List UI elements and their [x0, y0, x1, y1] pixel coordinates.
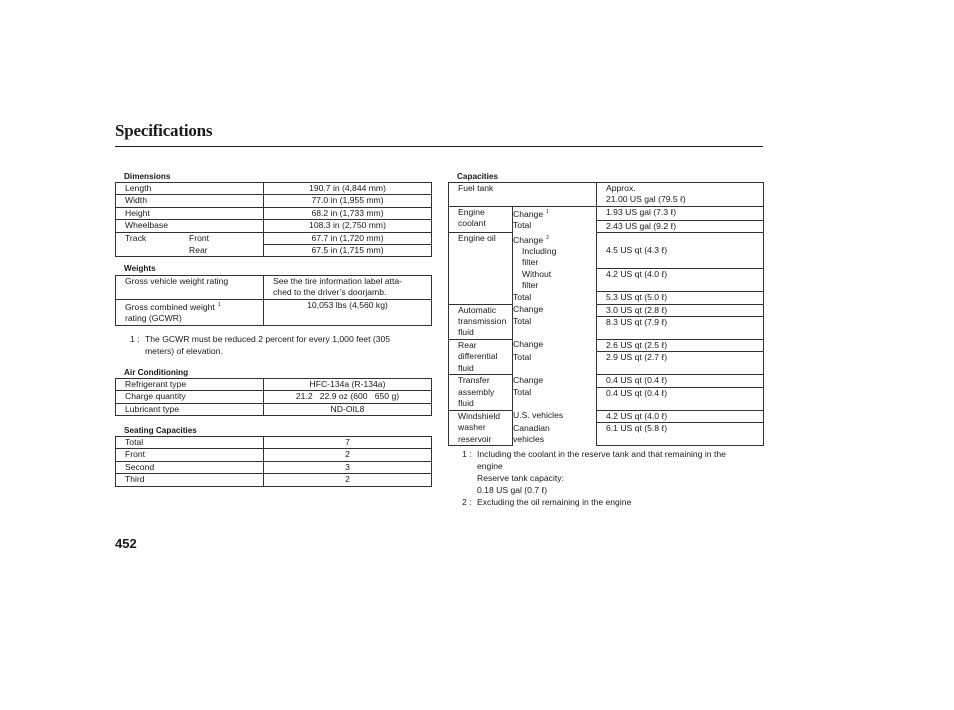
capacities-footnotes	[462, 448, 762, 508]
coolant-change-value: 1.93 US gal (7.3 ℓ)	[597, 206, 764, 220]
footnote-text: meters) of elevation.	[145, 346, 223, 356]
track-rear-label: Rear	[189, 244, 208, 255]
transfer-change-label: Change	[513, 375, 597, 387]
ac-label: Refrigerant type	[116, 379, 264, 391]
air-conditioning-table	[115, 378, 432, 416]
table-row	[449, 233, 764, 269]
gvwr-label: Gross vehicle weight rating	[116, 276, 264, 300]
footnote-marker: 2	[546, 234, 549, 241]
footnote-text: 0.18 US gal (0.7 ℓ)	[477, 485, 548, 495]
oil-change-cell	[513, 233, 597, 269]
table-row	[116, 461, 432, 473]
gcwr-label-line: rating (GCWR)	[125, 313, 182, 324]
oil-without-cell	[513, 269, 597, 292]
oil-without-label: Without	[522, 268, 552, 279]
track-front-cell	[116, 232, 264, 244]
ac-value: ND-OIL8	[264, 403, 432, 415]
gcwr-label-line: Gross combined weight	[125, 301, 215, 312]
washer-us-value: 4.2 US qt (4.0 ℓ)	[597, 410, 764, 422]
track-rear-cell	[116, 245, 264, 257]
track-rear-value: 67.5 in (1,715 mm)	[264, 245, 432, 257]
page-title: Specifications	[115, 121, 213, 140]
table-row	[116, 474, 432, 486]
footnote-text: Reserve tank capacity:	[477, 473, 564, 483]
table-row	[116, 299, 432, 325]
washer-label	[449, 410, 513, 445]
atf-change-label: Change	[513, 304, 597, 316]
table-row	[116, 220, 432, 232]
dimension-label: Length	[116, 183, 264, 195]
dimension-value: 190.7 in (4,844 mm)	[264, 183, 432, 195]
washer-label-line: reservoir	[458, 433, 492, 444]
transfer-label-line: assembly	[458, 386, 495, 397]
seating-value: 2	[264, 449, 432, 461]
track-front-value: 67.7 in (1,720 mm)	[264, 232, 432, 244]
table-row	[116, 207, 432, 219]
dimension-label: Wheelbase	[116, 220, 264, 232]
engine-coolant-label-line: coolant	[458, 218, 486, 229]
atf-total-label: Total	[513, 316, 597, 339]
rear-diff-total-value: 2.9 US qt (2.7 ℓ)	[597, 352, 764, 375]
dimension-value: 68.2 in (1,733 mm)	[264, 207, 432, 219]
dimension-value: 108.3 in (2,750 mm)	[264, 220, 432, 232]
seating-label: Front	[116, 449, 264, 461]
footnote-text: The GCWR must be reduced 2 percent for every 1,000 feet (305	[145, 334, 391, 344]
fuel-tank-value	[597, 183, 764, 207]
engine-oil-label: Engine oil	[449, 233, 513, 304]
rear-diff-change-label: Change	[513, 339, 597, 351]
dimensions-heading: Dimensions	[124, 172, 171, 181]
oil-without-label: filter	[522, 280, 539, 291]
ac-label: Lubricant type	[116, 403, 264, 415]
footnote-number: 2 :	[462, 497, 472, 507]
gvwr-value-line: See the tire information label atta-	[273, 276, 402, 286]
washer-ca-value: 6.1 US qt (5.8 ℓ)	[597, 423, 764, 446]
transfer-change-value: 0.4 US qt (0.4 ℓ)	[597, 375, 764, 387]
coolant-total-value: 2.43 US gal (9.2 ℓ)	[597, 220, 764, 232]
seating-label: Total	[116, 437, 264, 449]
seating-label: Third	[116, 474, 264, 486]
ac-label: Charge quantity	[116, 391, 264, 403]
transfer-total-label: Total	[513, 387, 597, 410]
footnote-text: engine	[477, 461, 503, 471]
washer-us-label: U.S. vehicles	[513, 410, 597, 422]
table-row	[449, 375, 764, 387]
dimension-label: Width	[116, 195, 264, 207]
table-row	[116, 403, 432, 415]
oil-change-label: Change	[513, 234, 544, 245]
capacities-table	[448, 182, 764, 446]
seating-value: 2	[264, 474, 432, 486]
transfer-total-value: 0.4 US qt (0.4 ℓ)	[597, 387, 764, 410]
oil-incl-value: 4.5 US qt (4.3 ℓ)	[606, 244, 668, 255]
oil-incl-label: Including	[522, 246, 557, 257]
table-row	[116, 449, 432, 461]
gcwr-value: 10,053 lbs (4,560 kg)	[264, 299, 432, 325]
gcwr-footnote	[130, 333, 430, 357]
capacities-heading: Capacities	[457, 172, 498, 181]
washer-ca-label-line: Canadian	[513, 422, 550, 433]
seating-heading: Seating Capacities	[124, 426, 197, 435]
rear-diff-total-label: Total	[513, 352, 597, 375]
coolant-change-label	[513, 206, 597, 220]
oil-incl-label: filter	[522, 257, 539, 268]
table-row	[449, 206, 764, 220]
table-row	[449, 183, 764, 207]
dimension-value: 77.0 in (1,955 mm)	[264, 195, 432, 207]
fuel-tank-value-line: 21.00 US gal (79.5 ℓ)	[606, 194, 686, 205]
rear-diff-change-value: 2.6 US qt (2.5 ℓ)	[597, 339, 764, 351]
washer-label-line: Windshield	[458, 410, 501, 421]
title-divider	[115, 146, 763, 147]
fuel-tank-label: Fuel tank	[449, 183, 597, 207]
rear-diff-label	[449, 339, 513, 374]
oil-incl-value-cell	[597, 233, 764, 269]
washer-ca-label	[513, 423, 597, 446]
transfer-label-line: fluid	[458, 398, 474, 409]
table-row	[449, 339, 764, 351]
footnote-text: Including the coolant in the reserve tank and that remaining in the	[477, 449, 726, 459]
table-row	[116, 437, 432, 449]
dimension-label: Height	[116, 207, 264, 219]
gvwr-value	[264, 276, 432, 300]
atf-label-line: Automatic	[458, 304, 497, 315]
atf-label-line: fluid	[458, 327, 474, 338]
gvwr-value-line: ched to the driver’s doorjamb.	[273, 287, 387, 298]
washer-ca-label-line: vehicles	[513, 434, 545, 445]
transfer-label	[449, 375, 513, 410]
engine-coolant-label	[449, 206, 513, 232]
table-row	[116, 183, 432, 195]
table-row	[449, 304, 764, 316]
coolant-total-label: Total	[513, 220, 597, 232]
table-row	[116, 276, 432, 300]
ac-value: 21.2 22.9 oz (600 650 g)	[264, 391, 432, 403]
ac-value: HFC-134a (R-134a)	[264, 379, 432, 391]
gcwr-label	[116, 299, 264, 325]
seating-table	[115, 436, 432, 487]
track-front-label: Front	[189, 232, 210, 243]
footnote-text: Excluding the oil remaining in the engine	[477, 497, 632, 507]
track-label: Track	[125, 232, 147, 243]
footnote-number: 1 :	[462, 449, 472, 459]
atf-change-value: 3.0 US qt (2.8 ℓ)	[597, 304, 764, 316]
rear-diff-label-line: differential	[458, 351, 498, 362]
dimensions-table	[115, 182, 432, 257]
atf-label-line: transmission	[458, 315, 507, 326]
coolant-change-text: Change	[513, 208, 544, 219]
footnote-marker: 1	[217, 301, 221, 308]
table-row	[449, 410, 764, 422]
seating-value: 7	[264, 437, 432, 449]
oil-total-value: 5.3 US qt (5.0 ℓ)	[597, 292, 764, 304]
engine-coolant-label-line: Engine	[458, 206, 485, 217]
fuel-tank-value-line: Approx.	[606, 183, 636, 193]
weights-table	[115, 275, 432, 326]
footnote-number: 1 :	[130, 334, 140, 344]
page-number: 452	[115, 536, 137, 551]
table-row	[116, 232, 432, 244]
table-row	[116, 245, 432, 257]
air-conditioning-heading: Air Conditioning	[124, 368, 189, 377]
table-row	[116, 379, 432, 391]
transfer-label-line: Transfer	[458, 375, 490, 386]
footnote-marker: 1	[546, 208, 549, 215]
seating-value: 3	[264, 461, 432, 473]
atf-label	[449, 304, 513, 339]
washer-label-line: washer	[458, 422, 486, 433]
weights-heading: Weights	[124, 264, 156, 273]
seating-label: Second	[116, 461, 264, 473]
table-row	[116, 195, 432, 207]
table-row	[116, 391, 432, 403]
oil-without-value: 4.2 US qt (4.0 ℓ)	[597, 269, 764, 292]
atf-total-value: 8.3 US qt (7.9 ℓ)	[597, 316, 764, 339]
rear-diff-label-line: Rear	[458, 339, 477, 350]
oil-total-label: Total	[513, 292, 597, 304]
rear-diff-label-line: fluid	[458, 362, 474, 373]
